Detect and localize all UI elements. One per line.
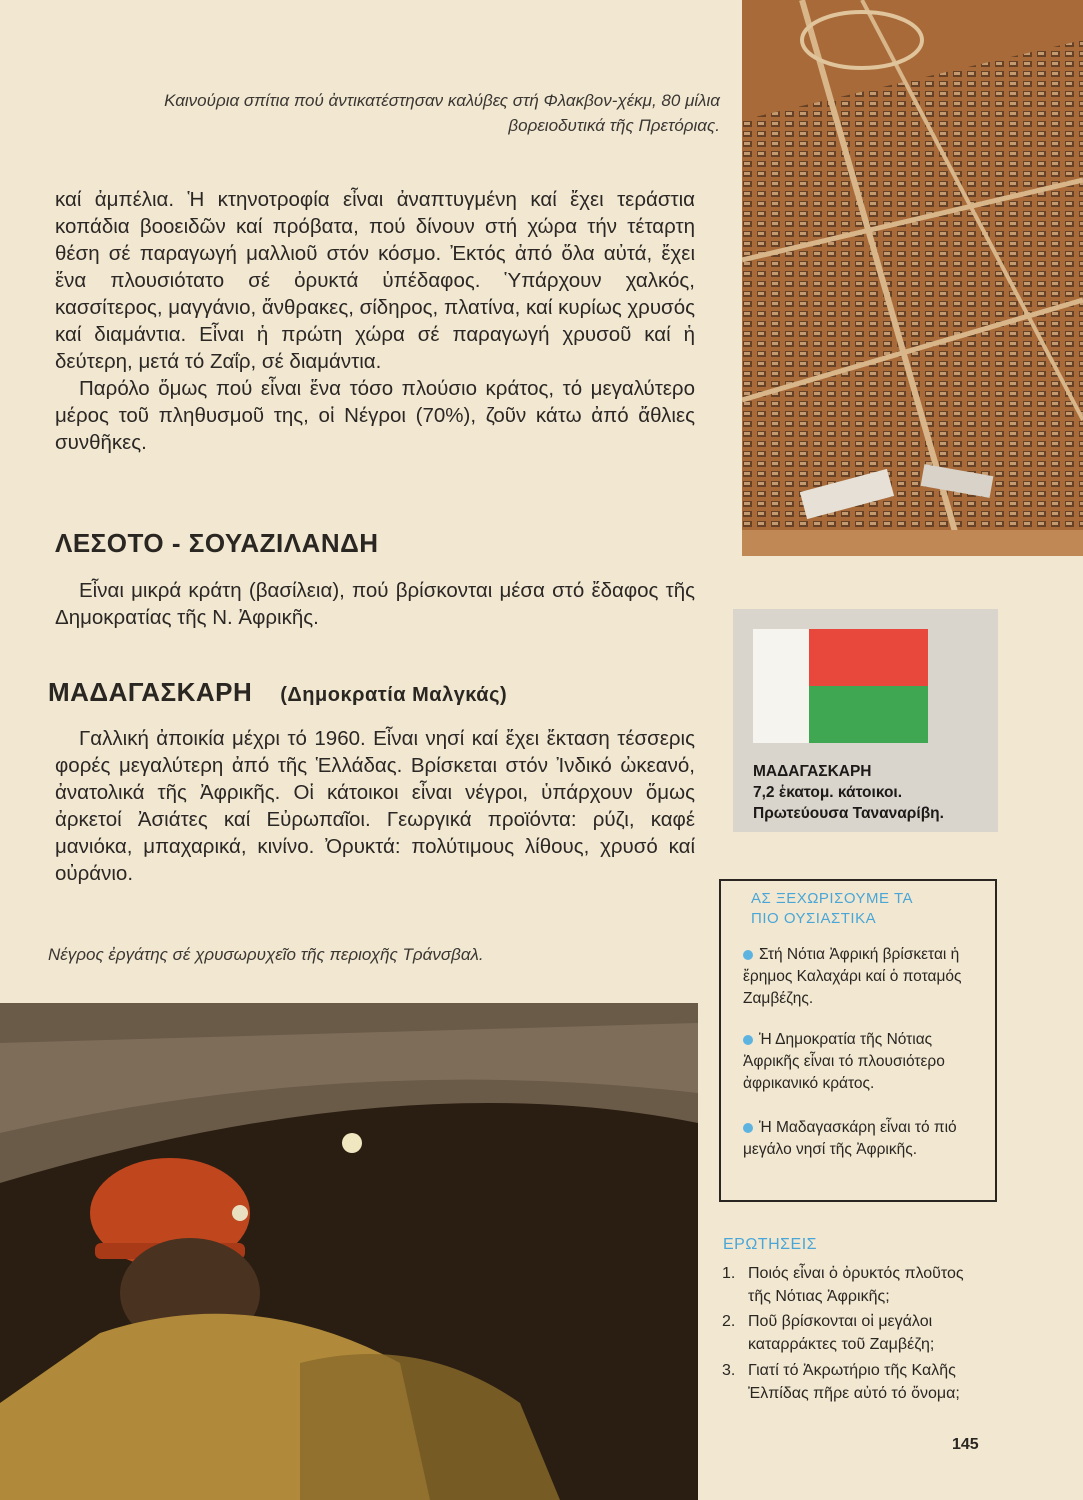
page-number: 145	[952, 1436, 979, 1453]
questions-title: ΕΡΩΤΗΣΕΙΣ	[723, 1236, 818, 1253]
summary-item-text: Ἡ Μαδαγασκάρη εἶναι τό πιό μεγάλο νησί τῆς Ἀφρικῆς.	[743, 1119, 957, 1158]
madagascar-heading-title: ΜΑΔΑΓΑΣΚΑΡΗ	[48, 677, 253, 707]
flag-white-stripe	[753, 629, 809, 743]
lesotho-text	[55, 577, 695, 631]
madagascar-heading-subtitle: (Δημοκρατία Μαλγκάς)	[280, 684, 508, 706]
question-number: 1.	[722, 1265, 736, 1282]
summary-item-text: Ἡ Δημοκρατία τῆς Νότιας Ἀφρικῆς εἶναι τό πλουσιότερο ἀφρικανικό κράτος.	[743, 1031, 945, 1092]
miner-illustration	[0, 1003, 698, 1500]
madagascar-flag	[753, 629, 928, 743]
question-number: 3.	[722, 1362, 736, 1379]
south-africa-text	[55, 186, 695, 456]
south-africa-paragraph-1: καί ἀμπέλια. Ἡ κτηνοτροφία εἶναι ἀναπτυγμένη καί ἔχει τεράστια κοπάδια βοοειδῶν καί πρόβατα, πού δίνουν στή χώρα τήν τέταρτη θέση σέ παραγωγή μαλλιοῦ στόν κόσμο. Ἐκτός ἀπό ὅλα αὐτά, ἔχει ἕνα πλουσιότατο σέ ὀρυκτά ὑπέδαφος. Ὑπάρχουν χαλκός, κασσίτερος, μαγγάνιο, ἄνθρακες, σίδηρος, πλατίνα, καί κυρίως χρυσός καί διαμάντια. Εἶναι ἡ πρώτη χώρα σέ παραγωγή χρυσοῦ καί ἡ δεύτερη, μετά τό Ζαΐρ, σέ διαμάντια.	[55, 188, 695, 373]
aerial-town-illustration	[742, 0, 1083, 556]
flag-population: 7,2 ἑκατομ. κάτοικοι.	[753, 784, 903, 801]
flag-country-name: ΜΑΔΑΓΑΣΚΑΡΗ	[753, 763, 872, 780]
south-africa-paragraph-2: Παρόλο ὅμως πού εἶναι ἕνα τόσο πλούσιο κράτος, τό μεγαλύτερο μέρος τοῦ πληθυσμοῦ της, οἱ Νέγροι (70%), ζοῦν κάτω ἀπό ἄθλιες συνθῆκες.	[55, 377, 695, 454]
summary-item-text: Στή Νότια Ἀφρική βρίσκεται ἡ ἔρημος Καλαχάρι καί ὁ ποταμός Ζαμβέζης.	[743, 946, 962, 1007]
question-text: Ποιός εἶναι ὁ ὀρυκτός πλοῦτος τῆς Νότιας Ἀφρικῆς;	[748, 1265, 964, 1305]
madagascar-heading	[48, 677, 507, 708]
summary-item	[743, 944, 988, 1010]
question-item	[722, 1310, 990, 1356]
bullet-icon	[743, 950, 753, 960]
question-item	[722, 1359, 990, 1405]
bullet-icon	[743, 1035, 753, 1045]
summary-box	[719, 879, 997, 1202]
photo-caption-top: Καινούρια σπίτια πού ἀντικατέστησαν καλύβες στή Φλακβον-χέκμ, 80 μίλια βορειοδυτικά τῆς Πρετόριας.	[164, 91, 720, 135]
madagascar-info-panel	[733, 609, 998, 832]
summary-title: ΑΣ ΞΕΧΩΡΙΣΟΥΜΕ ΤΑ ΠΙΟ ΟΥΣΙΑΣΤΙΚΑ	[751, 890, 913, 927]
gold-miner-photo	[0, 1003, 698, 1500]
lesotho-paragraph: Εἶναι μικρά κράτη (βασίλεια), πού βρίσκονται μέσα στό ἔδαφος τῆς Δημοκρατίας τῆς Ν. Ἀφρικῆς.	[55, 579, 695, 629]
summary-item	[743, 1117, 988, 1161]
aerial-town-photo	[742, 0, 1083, 556]
bullet-icon	[743, 1123, 753, 1133]
photo-caption-miner: Νέγρος ἐργάτης σέ χρυσωρυχεῖο τῆς περιοχῆς Τράνσβαλ.	[48, 945, 484, 964]
madagascar-paragraph: Γαλλική ἀποικία μέχρι τό 1960. Εἶναι νησί καί ἔχει ἔκταση τέσσερις φορές μεγαλύτερη ἀπό τῆς Ἑλλάδας. Βρίσκεται στόν Ἰνδικό ὠκεανό, ἀνατολικά τῆς Ἀφρικῆς. Οἱ κάτοικοι εἶναι νέγροι, ὑπάρχουν ὅμως ἀρκετοί Ἀσιάτες καί Εὐρωπαῖοι. Γεωργικά προϊόντα: ρύζι, καφέ μανιόκα, μπαχαρικά, κινίνο. Ὀρυκτά: πολύτιμους λίθους, χρυσό καί οὐράνιο.	[55, 727, 695, 885]
flag-red-stripe	[809, 629, 928, 686]
flag-green-stripe	[809, 686, 928, 743]
question-item	[722, 1262, 990, 1308]
flag-capital: Πρωτεύουσα Ταναναρίβη.	[753, 805, 944, 822]
question-number: 2.	[722, 1313, 736, 1330]
summary-item	[743, 1029, 988, 1095]
madagascar-text	[55, 725, 695, 887]
question-text: Ποῦ βρίσκονται οἱ μεγάλοι καταρράκτες τοῦ Ζαμβέζη;	[748, 1313, 935, 1353]
question-text: Γιατί τό Ἀκρωτήριο τῆς Καλῆς Ἐλπίδας πῆρε αὐτό τό ὄνομα;	[748, 1362, 960, 1402]
lesotho-heading: ΛΕΣΟΤΟ - ΣΟΥΑΖΙΛΑΝΔΗ	[55, 528, 379, 558]
